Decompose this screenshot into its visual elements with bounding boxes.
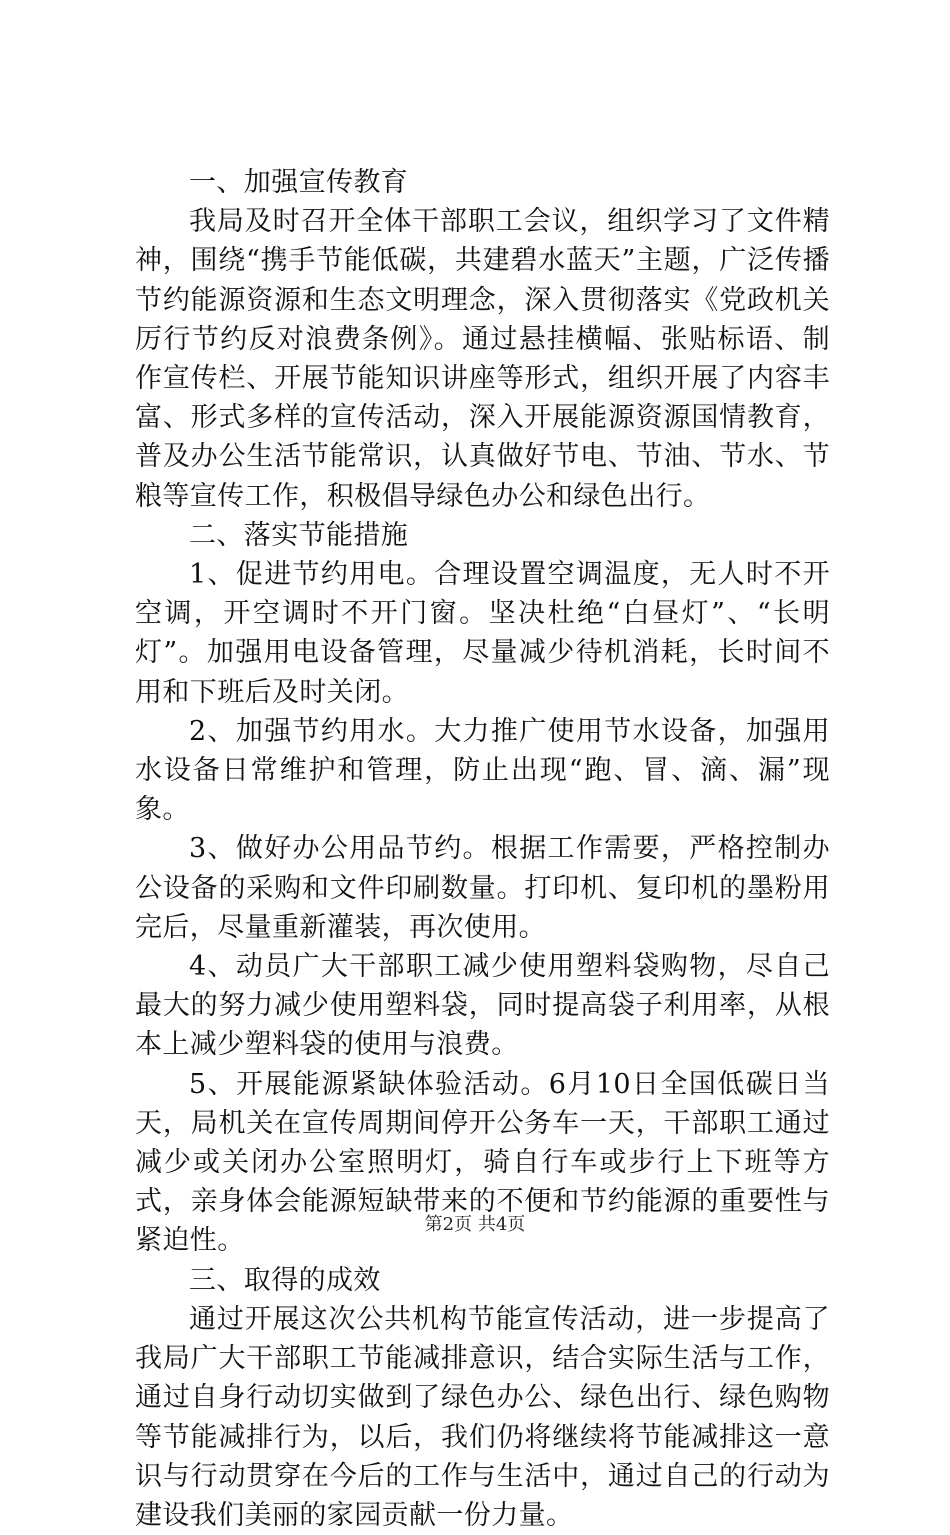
paragraph-office-supplies: 3、做好办公用品节约。根据工作需要，严格控制办公设备的采购和文件印刷数量。打印机、复印机的墨粉用完后，尽量重新灌装，再次使用。 — [135, 833, 830, 943]
section-heading-publicity: 一、加强宣传教育 — [189, 167, 409, 198]
document-body — [135, 163, 830, 1535]
paragraph-plastic-bags: 4、动员广大干部职工减少使用塑料袋购物，尽自己最大的努力减少使用塑料袋，同时提高袋子利用率，从根本上减少塑料袋的使用与浪费。 — [135, 951, 830, 1061]
page-number: 第2页 共4页 — [424, 1214, 526, 1235]
paragraph-publicity: 我局及时召开全体干部职工会议，组织学习了文件精神，围绕“携手节能低碳，共建碧水蓝天”主题，广泛传播节约能源资源和生态文明理念，深入贯彻落实《党政机关厉行节约反对浪费条例》。通过悬挂横幅、张贴标语、制作宣传栏、开展节能知识讲座等形式，组织开展了内容丰富、形式多样的宣传活动，深入开展能源资源国情教育，普及办公生活节能常识，认真做好节电、节油、节水、节粮等宣传工作，积极倡导绿色办公和绿色出行。 — [135, 206, 830, 512]
paragraph-energy-shortage: 5、开展能源紧缺体验活动。6月10日全国低碳日当天，局机关在宣传周期间停开公务车一天，干部职工通过减少或关闭办公室照明灯，骑自行车或步行上下班等方式，亲身体会能源短缺带来的不便和节约能源的重要性与紧迫性。 — [135, 1068, 830, 1257]
section-heading-results: 三、取得的成效 — [189, 1264, 381, 1296]
paragraph-electricity: 1、促进节约用电。合理设置空调温度，无人时不开空调，开空调时不开门窗。坚决杜绝“白昼灯”、“长明灯”。加强用电设备管理，尽量减少待机消耗，长时间不用和下班后及时关闭。 — [135, 559, 830, 708]
paragraph-water: 2、加强节约用水。大力推广使用节水设备，加强用水设备日常维护和管理，防止出现“跑、冒、滴、漏”现象。 — [135, 715, 830, 826]
paragraph-results: 通过开展这次公共机构节能宣传活动，进一步提高了我局广大干部职工节能减排意识，结合实际生活与工作，通过自身行动切实做到了绿色办公、绿色出行、绿色购物等节能减排行为，以后，我们仍将继续将节能减排这一意识与行动贯穿在今后的工作与生活中，通过自己的行动为建设我们美丽的家园贡献一份力量。 — [135, 1303, 830, 1531]
section-heading-measures: 二、落实节能措施 — [189, 519, 409, 551]
